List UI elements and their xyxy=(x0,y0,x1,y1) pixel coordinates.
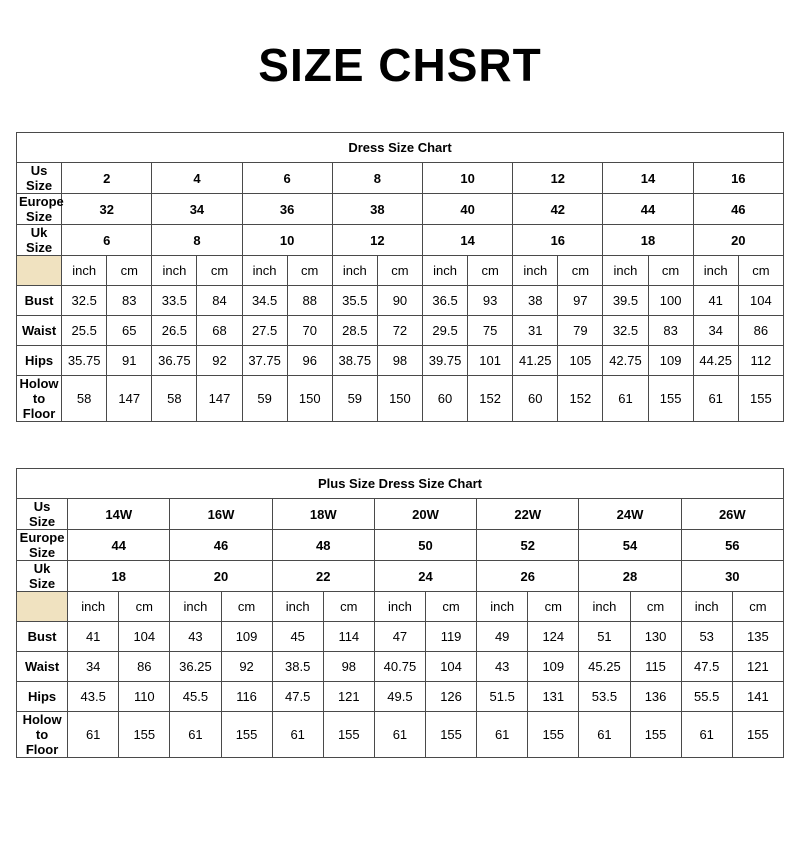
unit-cm: cm xyxy=(630,592,681,622)
uk-size-value: 20 xyxy=(170,561,272,592)
measurement-cell: 28.5 xyxy=(332,316,377,346)
measurement-cell: 27.5 xyxy=(242,316,287,346)
measurement-cell: 155 xyxy=(323,712,374,758)
unit-cm: cm xyxy=(221,592,272,622)
us-size-value: 22W xyxy=(477,499,579,530)
measurement-cell: 37.75 xyxy=(242,346,287,376)
table-row-hips xyxy=(17,346,784,376)
uk-size-value: 22 xyxy=(272,561,374,592)
measurement-cell: 112 xyxy=(738,346,783,376)
measurement-cell: 70 xyxy=(287,316,332,346)
measurement-cell: 97 xyxy=(558,286,603,316)
measurement-cell: 51.5 xyxy=(477,682,528,712)
measurement-cell: 61 xyxy=(170,712,221,758)
plus-size-chart-table xyxy=(16,468,784,758)
us-size-value: 18W xyxy=(272,499,374,530)
europe-size-value: 56 xyxy=(681,530,783,561)
row-label-hips: Hips xyxy=(17,346,62,376)
table-row-waist xyxy=(17,316,784,346)
plus-size-chart-container xyxy=(16,468,784,758)
table-row-hollow-to-floor xyxy=(17,376,784,422)
measurement-cell: 29.5 xyxy=(422,316,467,346)
measurement-cell: 61 xyxy=(693,376,738,422)
unit-cm: cm xyxy=(738,256,783,286)
measurement-cell: 51 xyxy=(579,622,630,652)
unit-cm: cm xyxy=(323,592,374,622)
measurement-cell: 101 xyxy=(468,346,513,376)
measurement-cell: 136 xyxy=(630,682,681,712)
measurement-cell: 40.75 xyxy=(374,652,425,682)
measurement-cell: 86 xyxy=(738,316,783,346)
uk-size-value: 14 xyxy=(422,225,512,256)
table-row-uk-size xyxy=(17,225,784,256)
us-size-value: 16W xyxy=(170,499,272,530)
measurement-cell: 141 xyxy=(732,682,783,712)
measurement-cell: 155 xyxy=(426,712,477,758)
measurement-cell: 83 xyxy=(107,286,152,316)
uk-size-value: 10 xyxy=(242,225,332,256)
measurement-cell: 45.25 xyxy=(579,652,630,682)
uk-size-value: 30 xyxy=(681,561,783,592)
unit-cm: cm xyxy=(197,256,242,286)
measurement-cell: 98 xyxy=(377,346,422,376)
europe-size-value: 44 xyxy=(603,194,693,225)
table-row-hips xyxy=(17,682,784,712)
measurement-cell: 58 xyxy=(152,376,197,422)
row-label-hollow-to-floor: Holow to Floor xyxy=(17,712,68,758)
measurement-cell: 61 xyxy=(374,712,425,758)
measurement-cell: 150 xyxy=(377,376,422,422)
us-size-value: 10 xyxy=(422,163,512,194)
measurement-cell: 61 xyxy=(579,712,630,758)
uk-size-value: 20 xyxy=(693,225,783,256)
measurement-cell: 61 xyxy=(68,712,119,758)
measurement-cell: 35.75 xyxy=(62,346,107,376)
us-size-value: 6 xyxy=(242,163,332,194)
europe-size-value: 46 xyxy=(693,194,783,225)
measurement-cell: 65 xyxy=(107,316,152,346)
uk-size-value: 24 xyxy=(374,561,476,592)
measurement-cell: 155 xyxy=(648,376,693,422)
us-size-value: 26W xyxy=(681,499,783,530)
measurement-cell: 150 xyxy=(287,376,332,422)
row-label-waist: Waist xyxy=(17,316,62,346)
measurement-cell: 25.5 xyxy=(62,316,107,346)
dress-size-chart-table xyxy=(16,132,784,422)
row-label-europe-size: Europe Size xyxy=(17,530,68,561)
measurement-cell: 45 xyxy=(272,622,323,652)
measurement-cell: 58 xyxy=(62,376,107,422)
europe-size-value: 52 xyxy=(477,530,579,561)
table-row-us-size xyxy=(17,499,784,530)
measurement-cell: 38.5 xyxy=(272,652,323,682)
measurement-cell: 43 xyxy=(170,622,221,652)
us-size-value: 16 xyxy=(693,163,783,194)
measurement-cell: 124 xyxy=(528,622,579,652)
table-row-us-size xyxy=(17,163,784,194)
page-title: SIZE CHSRT xyxy=(258,39,542,91)
measurement-cell: 41.25 xyxy=(513,346,558,376)
measurement-cell: 109 xyxy=(528,652,579,682)
measurement-cell: 38 xyxy=(513,286,558,316)
unit-cm: cm xyxy=(528,592,579,622)
measurement-cell: 83 xyxy=(648,316,693,346)
row-label-uk-size: Uk Size xyxy=(17,561,68,592)
row-label-bust: Bust xyxy=(17,286,62,316)
measurement-cell: 126 xyxy=(426,682,477,712)
measurement-cell: 47.5 xyxy=(272,682,323,712)
table-row-europe-size xyxy=(17,194,784,225)
dress-size-chart-body xyxy=(17,133,784,422)
row-label-bust: Bust xyxy=(17,622,68,652)
measurement-cell: 49.5 xyxy=(374,682,425,712)
measurement-cell: 38.75 xyxy=(332,346,377,376)
europe-size-value: 44 xyxy=(68,530,170,561)
table-row-hollow-to-floor xyxy=(17,712,784,758)
table-row-waist xyxy=(17,652,784,682)
measurement-cell: 84 xyxy=(197,286,242,316)
measurement-cell: 53 xyxy=(681,622,732,652)
row-label-units xyxy=(17,256,62,286)
row-label-units xyxy=(17,592,68,622)
measurement-cell: 152 xyxy=(558,376,603,422)
measurement-cell: 42.75 xyxy=(603,346,648,376)
measurement-cell: 92 xyxy=(221,652,272,682)
row-label-hips: Hips xyxy=(17,682,68,712)
us-size-value: 14W xyxy=(68,499,170,530)
uk-size-value: 26 xyxy=(477,561,579,592)
measurement-cell: 155 xyxy=(221,712,272,758)
measurement-cell: 60 xyxy=(513,376,558,422)
measurement-cell: 55.5 xyxy=(681,682,732,712)
measurement-cell: 35.5 xyxy=(332,286,377,316)
measurement-cell: 104 xyxy=(426,652,477,682)
us-size-value: 8 xyxy=(332,163,422,194)
us-size-value: 2 xyxy=(62,163,152,194)
measurement-cell: 155 xyxy=(630,712,681,758)
europe-size-value: 42 xyxy=(513,194,603,225)
unit-cm: cm xyxy=(287,256,332,286)
unit-inch: inch xyxy=(422,256,467,286)
measurement-cell: 75 xyxy=(468,316,513,346)
us-size-value: 24W xyxy=(579,499,681,530)
unit-inch: inch xyxy=(170,592,221,622)
unit-inch: inch xyxy=(693,256,738,286)
measurement-cell: 33.5 xyxy=(152,286,197,316)
row-label-uk-size: Uk Size xyxy=(17,225,62,256)
row-label-waist: Waist xyxy=(17,652,68,682)
measurement-cell: 119 xyxy=(426,622,477,652)
unit-inch: inch xyxy=(681,592,732,622)
uk-size-value: 6 xyxy=(62,225,152,256)
measurement-cell: 131 xyxy=(528,682,579,712)
unit-cm: cm xyxy=(107,256,152,286)
unit-inch: inch xyxy=(242,256,287,286)
measurement-cell: 59 xyxy=(332,376,377,422)
measurement-cell: 147 xyxy=(197,376,242,422)
measurement-cell: 36.25 xyxy=(170,652,221,682)
europe-size-value: 46 xyxy=(170,530,272,561)
measurement-cell: 47.5 xyxy=(681,652,732,682)
measurement-cell: 109 xyxy=(221,622,272,652)
measurement-cell: 109 xyxy=(648,346,693,376)
measurement-cell: 90 xyxy=(377,286,422,316)
measurement-cell: 121 xyxy=(323,682,374,712)
unit-inch: inch xyxy=(68,592,119,622)
unit-cm: cm xyxy=(468,256,513,286)
measurement-cell: 68 xyxy=(197,316,242,346)
measurement-cell: 53.5 xyxy=(579,682,630,712)
uk-size-value: 18 xyxy=(68,561,170,592)
europe-size-value: 32 xyxy=(62,194,152,225)
measurement-cell: 60 xyxy=(422,376,467,422)
measurement-cell: 61 xyxy=(272,712,323,758)
chart-title: Plus Size Dress Size Chart xyxy=(17,469,784,499)
measurement-cell: 31 xyxy=(513,316,558,346)
measurement-cell: 43 xyxy=(477,652,528,682)
table-row-title xyxy=(17,469,784,499)
europe-size-value: 36 xyxy=(242,194,332,225)
measurement-cell: 115 xyxy=(630,652,681,682)
uk-size-value: 18 xyxy=(603,225,693,256)
measurement-cell: 88 xyxy=(287,286,332,316)
unit-cm: cm xyxy=(732,592,783,622)
measurement-cell: 39.5 xyxy=(603,286,648,316)
measurement-cell: 47 xyxy=(374,622,425,652)
measurement-cell: 104 xyxy=(119,622,170,652)
table-row-bust xyxy=(17,286,784,316)
measurement-cell: 96 xyxy=(287,346,332,376)
europe-size-value: 48 xyxy=(272,530,374,561)
measurement-cell: 41 xyxy=(68,622,119,652)
measurement-cell: 59 xyxy=(242,376,287,422)
table-row-units xyxy=(17,256,784,286)
measurement-cell: 32.5 xyxy=(62,286,107,316)
measurement-cell: 155 xyxy=(528,712,579,758)
measurement-cell: 91 xyxy=(107,346,152,376)
unit-cm: cm xyxy=(426,592,477,622)
measurement-cell: 49 xyxy=(477,622,528,652)
measurement-cell: 114 xyxy=(323,622,374,652)
measurement-cell: 98 xyxy=(323,652,374,682)
unit-inch: inch xyxy=(579,592,630,622)
measurement-cell: 135 xyxy=(732,622,783,652)
measurement-cell: 61 xyxy=(603,376,648,422)
uk-size-value: 8 xyxy=(152,225,242,256)
measurement-cell: 155 xyxy=(119,712,170,758)
measurement-cell: 34 xyxy=(693,316,738,346)
measurement-cell: 36.75 xyxy=(152,346,197,376)
measurement-cell: 34 xyxy=(68,652,119,682)
row-label-us-size: Us Size xyxy=(17,499,68,530)
measurement-cell: 93 xyxy=(468,286,513,316)
uk-size-value: 16 xyxy=(513,225,603,256)
europe-size-value: 50 xyxy=(374,530,476,561)
measurement-cell: 152 xyxy=(468,376,513,422)
table-row-bust xyxy=(17,622,784,652)
measurement-cell: 39.75 xyxy=(422,346,467,376)
plus-size-chart-body xyxy=(17,469,784,758)
unit-inch: inch xyxy=(332,256,377,286)
measurement-cell: 155 xyxy=(738,376,783,422)
measurement-cell: 79 xyxy=(558,316,603,346)
measurement-cell: 130 xyxy=(630,622,681,652)
measurement-cell: 121 xyxy=(732,652,783,682)
europe-size-value: 54 xyxy=(579,530,681,561)
measurement-cell: 147 xyxy=(107,376,152,422)
europe-size-value: 34 xyxy=(152,194,242,225)
unit-cm: cm xyxy=(648,256,693,286)
europe-size-value: 38 xyxy=(332,194,422,225)
unit-cm: cm xyxy=(377,256,422,286)
measurement-cell: 110 xyxy=(119,682,170,712)
measurement-cell: 105 xyxy=(558,346,603,376)
table-row-uk-size xyxy=(17,561,784,592)
unit-inch: inch xyxy=(477,592,528,622)
measurement-cell: 44.25 xyxy=(693,346,738,376)
us-size-value: 4 xyxy=(152,163,242,194)
unit-inch: inch xyxy=(374,592,425,622)
measurement-cell: 104 xyxy=(738,286,783,316)
us-size-value: 14 xyxy=(603,163,693,194)
table-row-europe-size xyxy=(17,530,784,561)
table-row-units xyxy=(17,592,784,622)
measurement-cell: 34.5 xyxy=(242,286,287,316)
measurement-cell: 61 xyxy=(477,712,528,758)
uk-size-value: 12 xyxy=(332,225,422,256)
unit-inch: inch xyxy=(272,592,323,622)
measurement-cell: 32.5 xyxy=(603,316,648,346)
row-label-europe-size: Europe Size xyxy=(17,194,62,225)
measurement-cell: 36.5 xyxy=(422,286,467,316)
measurement-cell: 86 xyxy=(119,652,170,682)
measurement-cell: 116 xyxy=(221,682,272,712)
unit-cm: cm xyxy=(558,256,603,286)
europe-size-value: 40 xyxy=(422,194,512,225)
chart-title: Dress Size Chart xyxy=(17,133,784,163)
measurement-cell: 43.5 xyxy=(68,682,119,712)
dress-size-chart-container xyxy=(16,132,784,422)
measurement-cell: 92 xyxy=(197,346,242,376)
measurement-cell: 155 xyxy=(732,712,783,758)
us-size-value: 20W xyxy=(374,499,476,530)
unit-cm: cm xyxy=(119,592,170,622)
table-row-title xyxy=(17,133,784,163)
measurement-cell: 61 xyxy=(681,712,732,758)
measurement-cell: 72 xyxy=(377,316,422,346)
measurement-cell: 26.5 xyxy=(152,316,197,346)
unit-inch: inch xyxy=(603,256,648,286)
measurement-cell: 45.5 xyxy=(170,682,221,712)
unit-inch: inch xyxy=(152,256,197,286)
measurement-cell: 100 xyxy=(648,286,693,316)
unit-inch: inch xyxy=(513,256,558,286)
us-size-value: 12 xyxy=(513,163,603,194)
measurement-cell: 41 xyxy=(693,286,738,316)
uk-size-value: 28 xyxy=(579,561,681,592)
row-label-us-size: Us Size xyxy=(17,163,62,194)
row-label-hollow-to-floor: Holow to Floor xyxy=(17,376,62,422)
unit-inch: inch xyxy=(62,256,107,286)
